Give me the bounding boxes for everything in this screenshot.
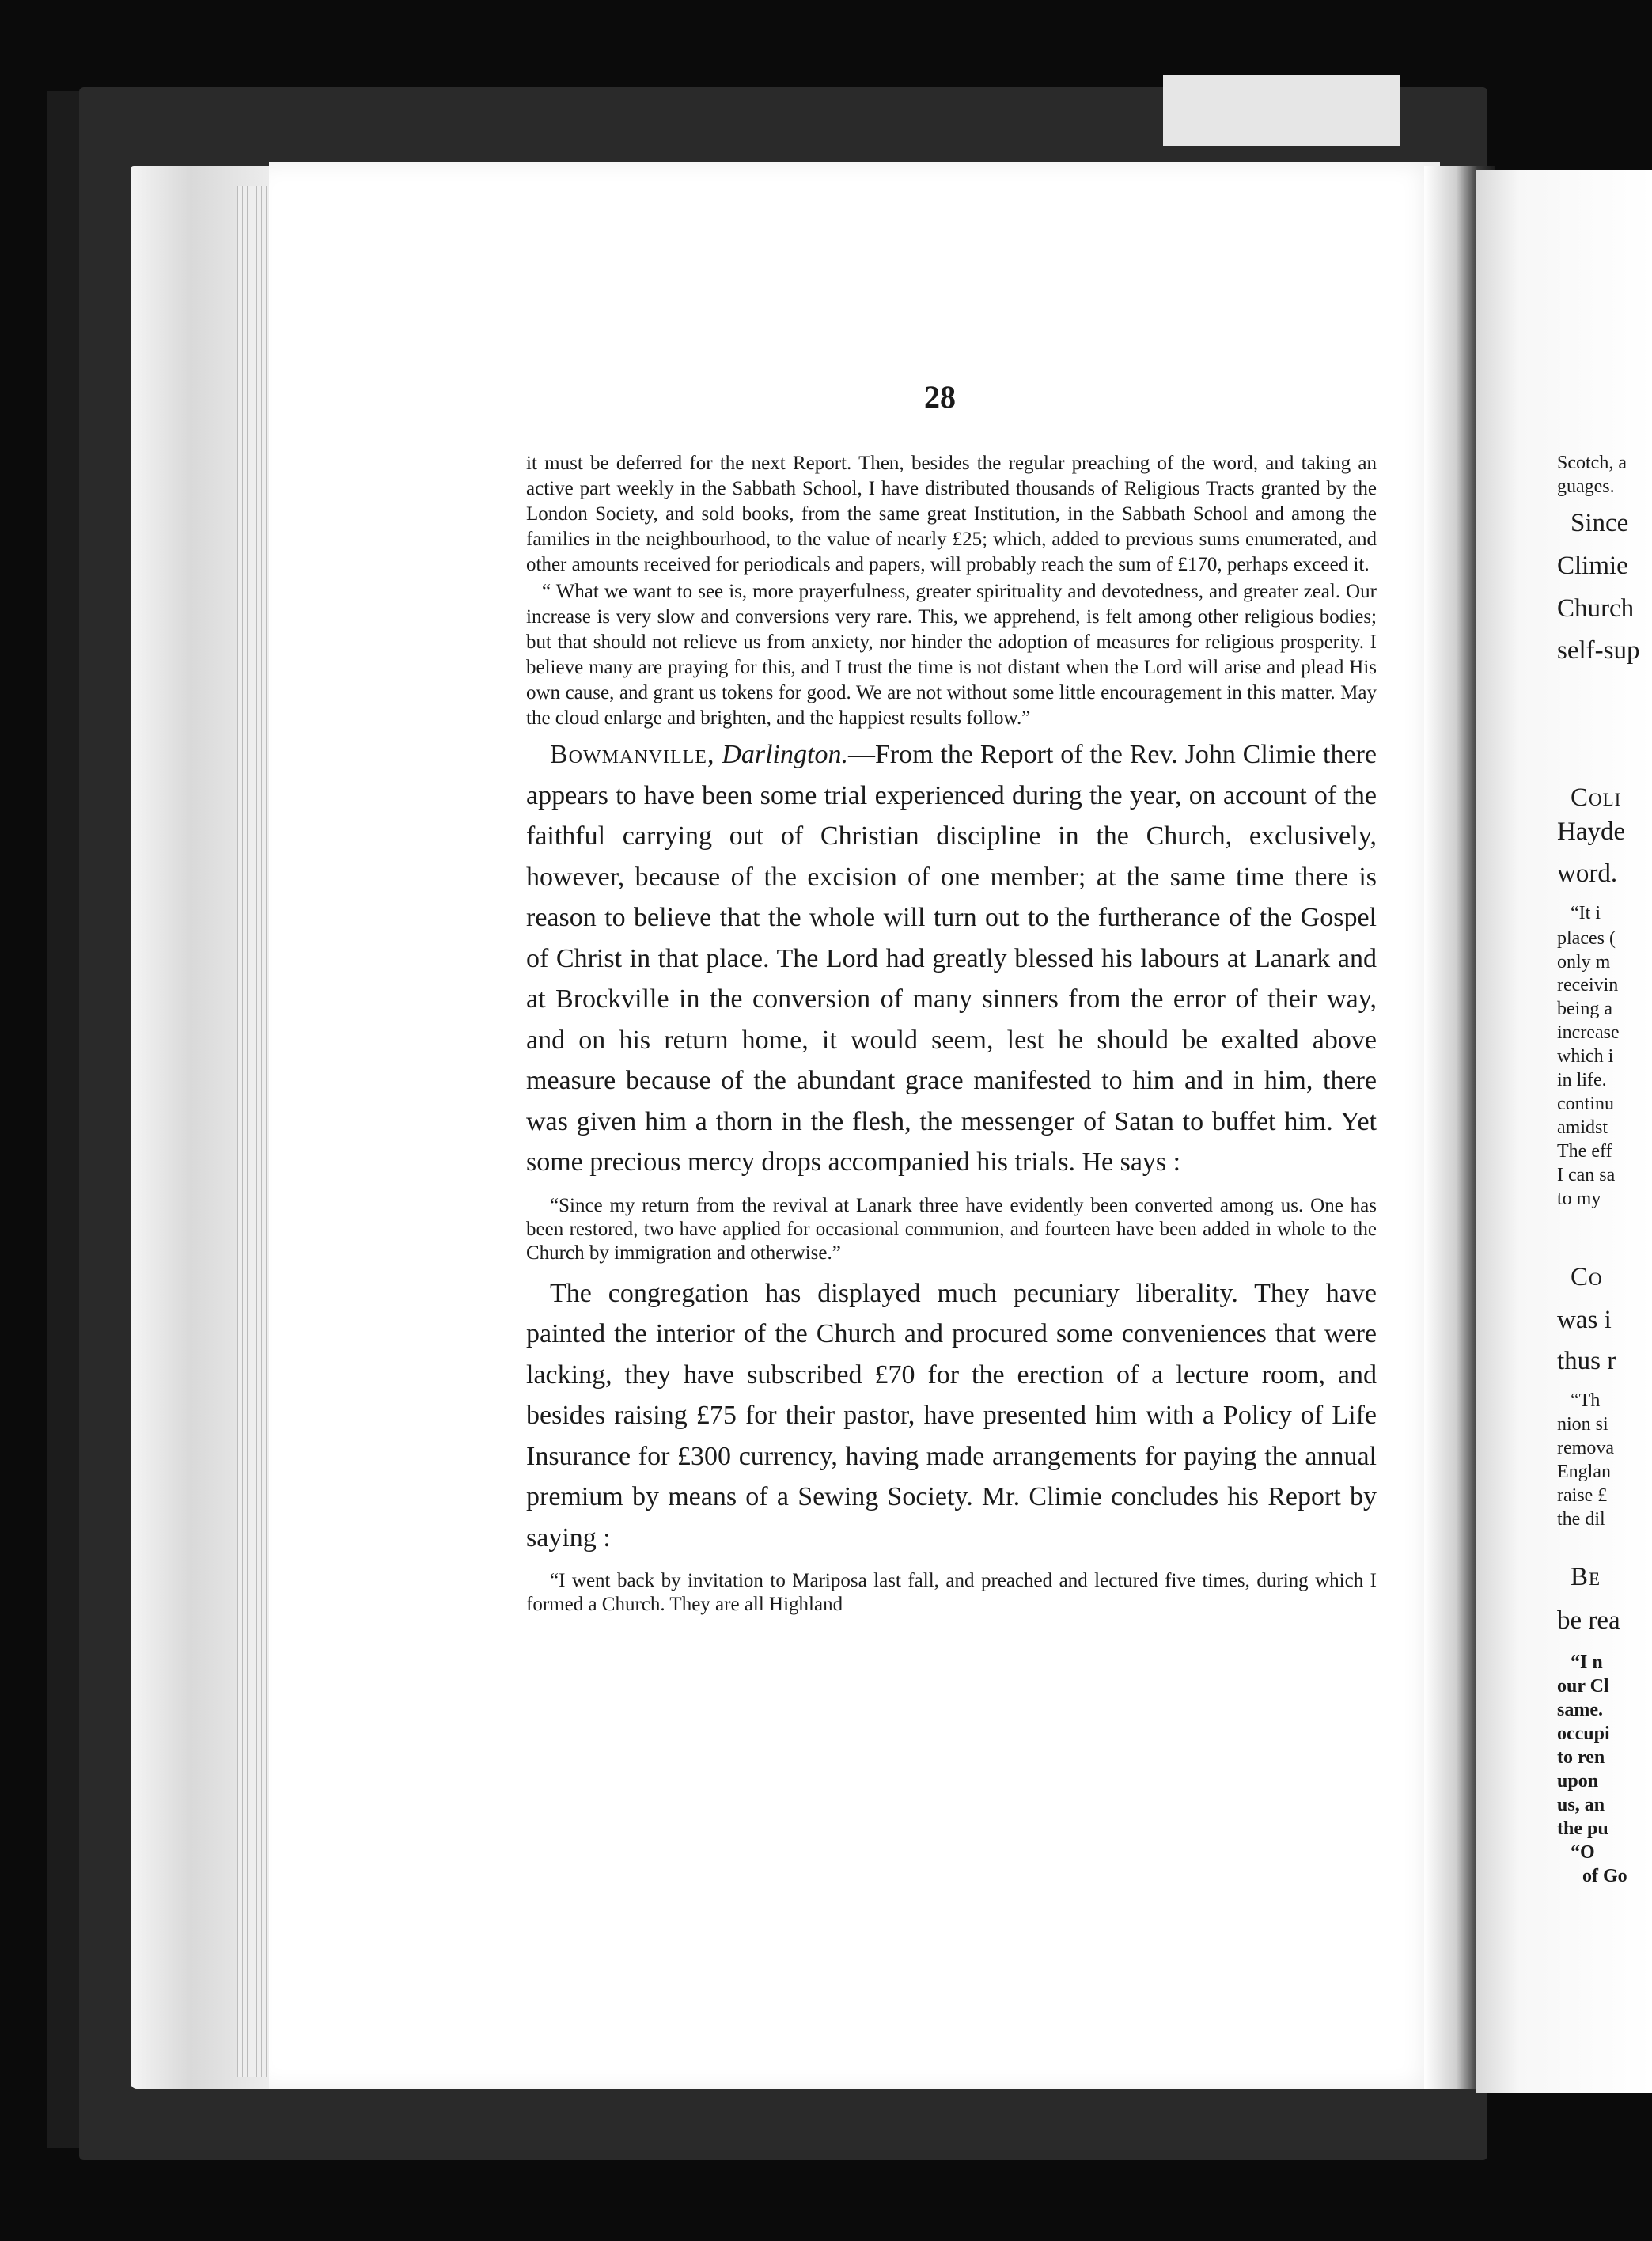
quote-since-return-block xyxy=(526,1194,1377,1265)
page-number: 28 xyxy=(924,379,956,415)
film-edge-left xyxy=(47,91,79,2148)
page-body xyxy=(526,451,1377,1625)
facing-line: Co xyxy=(1571,1263,1603,1291)
facing-line: the pu xyxy=(1557,1818,1608,1839)
facing-line: which i xyxy=(1557,1046,1614,1067)
opening-paragraph: it must be deferred for the next Report. Then, besides the regular preaching of the word, and taking an active part weekly in the Sabbath School, I have distributed thousands of Religious Tracts granted by the London Society, and sold books, from the same great Institution, in the Sabbath School and among the families in the neighbourhood, to the value of nearly £25; which, added to previous sums enumerated, and other amounts received for periodicals and papers, will probably reach the sum of £170, perhaps exceed it. xyxy=(526,453,1377,575)
facing-line: receivin xyxy=(1557,975,1619,995)
facing-line: being a xyxy=(1557,999,1612,1019)
facing-line: upon xyxy=(1557,1771,1599,1792)
quote-mariposa: “I went back by invitation to Mariposa last fall, and preached and lectured five times, during which I formed a Church. They are all Highland xyxy=(526,1570,1377,1615)
facing-line: “I n xyxy=(1571,1652,1603,1673)
facing-line: Be xyxy=(1571,1563,1601,1591)
quote-what-we-want: “ What we want to see is, more prayerfulness, greater spirituality and devotedness, and greater zeal. Our increase is very slow and conversions very rare. This, we apprehend, is felt among other religious bodies; but that should not relieve us from anxiety, nor hinder the adoption of measures for religious prosperity. I believe many are praying for this, and I trust the time is not distant when the Lord will arise and plead His own cause, and grant us tokens for good. We are not without some little encouragement in this matter. May the cloud enlarge and brighten, and the happiest results follow.” xyxy=(526,581,1377,729)
facing-line: our Cl xyxy=(1557,1676,1609,1697)
facing-line: places ( xyxy=(1557,928,1616,949)
facing-line: thus r xyxy=(1557,1347,1616,1375)
facing-line: to ren xyxy=(1557,1747,1605,1768)
facing-line: self-sup xyxy=(1557,636,1640,665)
facing-line: “O xyxy=(1571,1842,1595,1863)
facing-line: The eff xyxy=(1557,1141,1612,1162)
facing-line: of Go xyxy=(1582,1866,1627,1886)
facing-line: Hayde xyxy=(1557,817,1626,846)
quote-since-return: “Since my return from the revival at Lanark three have evidently been converted among us. One has been restored, two have applied for occasional communion, and fourteen have been added in whole to the Church by immigration and otherwise.” xyxy=(526,1194,1377,1264)
facing-line: us, an xyxy=(1557,1795,1605,1815)
facing-line: Church xyxy=(1557,594,1635,623)
facing-line: Scotch, a xyxy=(1557,453,1627,473)
facing-line: raise £ xyxy=(1557,1485,1608,1506)
facing-line: only m xyxy=(1557,952,1611,973)
facing-line: the dil xyxy=(1557,1509,1605,1530)
facing-line: Coli xyxy=(1571,783,1622,812)
facing-line: to my xyxy=(1557,1189,1601,1209)
place-name: Bowmanville, xyxy=(550,740,715,769)
facing-line: increase xyxy=(1557,1022,1620,1043)
facing-line: occupi xyxy=(1557,1723,1610,1744)
facing-line: guages. xyxy=(1557,476,1615,497)
facing-line: “It i xyxy=(1571,903,1601,923)
congregation-paragraph: The congregation has displayed much pecuniary liberality. They have painted the interior of the Church and procured some conveniences that were lacking, they have subscribed £70 for the erection of a lecture room, and besides raising £75 for their pastor, have presented him with a Policy of Life Insurance for £300 currency, having made arrangements for paying the annual premium by means of a Sewing Society. Mr. Climie concludes his Report by saying : xyxy=(526,1278,1377,1553)
page-tab xyxy=(1163,75,1400,146)
bowmanville-text: —From the Report of the Rev. John Climie there appears to have been some trial experienced during the year, on account of the faithful carrying out of Christian discipline in the Church, exclusively, however, because of the excision of one member; at the same time there is reason to believe that the whole will turn out to the furtherance of the Gospel of Christ in that place. The Lord had greatly blessed his labours at Lanark and at Brockville in the conversion of many sinners from the error of their way, and on his return home, it would seem, lest he should be exalted above measure because of the abundant grace manifested to him and in him, there was given him a thorn in the flesh, the messenger of Satan to buffet him. Yet some precious mercy drops accompanied his trials. He says : xyxy=(526,740,1377,1177)
facing-line: was i xyxy=(1557,1306,1612,1334)
congregation-section xyxy=(526,1273,1377,1559)
bowmanville-section xyxy=(526,734,1377,1183)
facing-line: “Th xyxy=(1571,1390,1601,1411)
bowmanville-paragraph xyxy=(526,734,1377,1183)
quote-mariposa-block xyxy=(526,1569,1377,1617)
facing-line: Englan xyxy=(1557,1462,1611,1482)
facing-line: amidst xyxy=(1557,1117,1608,1138)
facing-line: Since xyxy=(1571,509,1629,537)
facing-line: remova xyxy=(1557,1438,1614,1458)
facing-line: be rea xyxy=(1557,1606,1620,1635)
opening-section xyxy=(526,451,1377,731)
facing-line: nion si xyxy=(1557,1414,1608,1435)
facing-line: word. xyxy=(1557,859,1618,888)
facing-line: I can sa xyxy=(1557,1165,1616,1185)
facing-line: in life. xyxy=(1557,1070,1607,1090)
region-name: Darlington. xyxy=(722,740,848,769)
facing-line: same. xyxy=(1557,1700,1603,1720)
facing-line: continu xyxy=(1557,1094,1614,1114)
facing-line: Climie xyxy=(1557,552,1628,580)
